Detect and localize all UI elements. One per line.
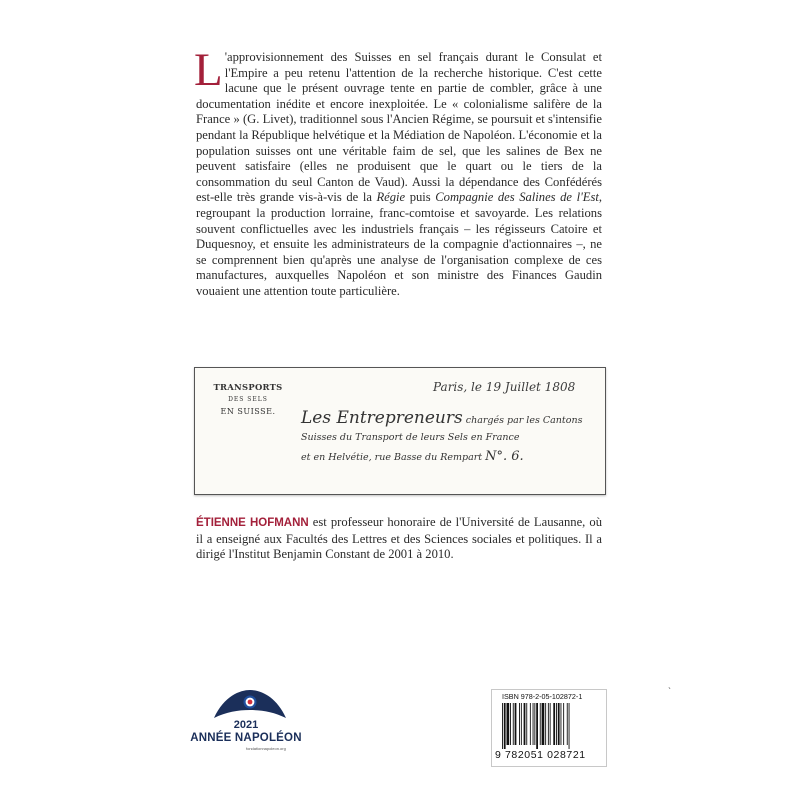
logo-title: ANNÉE NAPOLÉON <box>190 732 302 744</box>
letterhead-line2: Suisses du Transport de leurs Sels en France <box>301 432 520 443</box>
letterhead-header <box>207 382 289 416</box>
annee-napoleon-logo <box>188 688 312 754</box>
author-bio-text: est professeur honoraire de l'Université de Lausanne, où il a enseigné aux Facultés des Lettres et des Sciences sociales et politiques. Il a dirigé l'Institut Benjamin Constant de 2001 à 2010. <box>196 515 602 562</box>
blurb-text-part1: 'approvisionnement des Suisses en sel français durant le Consulat et l'Empire a peu retenu l'attention de la recherche historique. C'est cette lacune que le présent ouvrage tente en partie de combler, grâce à une documentation inédite et encore inexploitée. Le « colonialisme salifère de la France » (G. Livet), traditionnel sous l'Ancien Régime, se poursuit et s'intensifie pendant la République helvétique et la Médiation de Napoléon. L'économie et la population suisses ont une véritable faim de sel, que les salines de Bex ne peuvent satisfaire (elles ne produisent que le quart ou le tiers de la consommation du seul Canton de Vaud). Aussi la dépendance des Confédérés est-elle très grande vis-à-vis de la <box>196 50 602 205</box>
blurb-text-part2: , regroupant la production lorraine, franc-comtoise et savoyarde. Les relations souvent conflictuelles avec les industriels français – les régisseurs Catoire et Duquesnoy, et ensuite les administrateurs de la compagnie d'actionnaires –, ne se comprennent bien qu'après une analyse de l'organisation complexe de ces manufactures, auxquelles Napoléon et son ministre des Finances Gaudin vouaient une attention toute particulière. <box>196 190 603 298</box>
blurb-paragraph <box>194 44 603 300</box>
logo-url: fondationnapoleon.org <box>246 746 286 751</box>
letterhead-header-line1: TRANSPORTS <box>213 382 283 392</box>
letterhead-body <box>301 408 601 464</box>
author-bio <box>196 515 602 563</box>
isbn-number: ISBN 978-2-05-102872-1 <box>502 692 583 701</box>
blurb-regie: Régie <box>376 190 406 205</box>
bicorne-hat-icon <box>210 688 290 722</box>
barcode-bars-icon <box>500 703 598 749</box>
historical-letterhead-image <box>194 367 606 495</box>
blurb-company: Compagnie des Salines de l'Est <box>435 190 599 205</box>
letterhead-header-line3: EN SUISSE. <box>220 407 276 416</box>
drop-cap: L <box>194 44 223 96</box>
barcode-digits: 9 782051 028721 <box>495 749 586 761</box>
letterhead-number: N°. 6. <box>485 449 524 464</box>
back-cover-blurb <box>194 44 603 300</box>
corner-mark: ˋ <box>668 686 671 696</box>
letterhead-address: et en Helvétie, rue Basse du Rempart <box>301 452 486 463</box>
isbn-barcode <box>491 689 607 767</box>
author-name: ÉTIENNE HOFMANN <box>196 517 309 529</box>
letterhead-line1 <box>301 408 601 428</box>
letterhead-date: Paris, le 19 Juillet 1808 <box>433 380 576 394</box>
author-paragraph <box>196 515 602 563</box>
letterhead-charges: chargés par les Cantons <box>462 415 583 426</box>
blurb-puis: puis <box>405 190 436 205</box>
letterhead-header-line2: DES SELS <box>228 396 268 403</box>
logo-year: 2021 <box>233 719 259 731</box>
letterhead-line3 <box>301 449 601 464</box>
letterhead-entrepreneurs: Les Entrepreneurs <box>301 408 463 428</box>
